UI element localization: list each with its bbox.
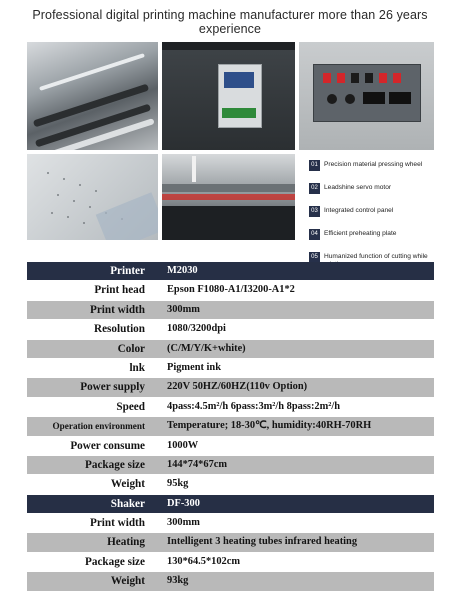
- spec-label: Shaker: [110, 497, 145, 510]
- spec-label: Print head: [94, 284, 145, 297]
- spec-row: [27, 262, 434, 281]
- spec-value: 220V 50HZ/60HZ(110v Option): [167, 381, 308, 393]
- spec-row: [27, 553, 434, 572]
- spec-value: 300mm: [167, 517, 200, 529]
- feature-item: [309, 158, 449, 178]
- spec-row: [27, 533, 434, 552]
- spec-value: 93kg: [167, 575, 189, 587]
- spec-value: 130*64.5*102cm: [167, 555, 241, 567]
- spec-value: (C/M/Y/K+white): [167, 342, 246, 354]
- spec-row: [27, 456, 434, 475]
- spec-label: Print width: [89, 517, 145, 530]
- spec-value: Epson F1080-A1/I3200-A1*2: [167, 284, 295, 296]
- spec-value: 4pass:4.5m²/h 6pass:3m²/h 8pass:2m²/h: [167, 400, 341, 412]
- feature-item: [309, 204, 449, 224]
- spec-label: Package size: [85, 458, 145, 471]
- spec-value: Pigment ink: [167, 361, 221, 373]
- feature-text: Leadshine servo motor: [324, 184, 392, 191]
- spec-table: [27, 262, 434, 592]
- photo-preheating-plate: [27, 154, 158, 240]
- spec-value: M2030: [167, 265, 198, 276]
- feature-text: Efficient preheating plate: [324, 230, 397, 237]
- feature-number: 01: [309, 160, 320, 171]
- spec-row: [27, 281, 434, 300]
- spec-row: [27, 437, 434, 456]
- spec-row: [27, 320, 434, 339]
- spec-label: Operation environment: [52, 421, 145, 432]
- spec-value: 1080/3200dpi: [167, 323, 226, 335]
- spec-label: Weight: [110, 478, 145, 491]
- spec-row: [27, 301, 434, 320]
- spec-label: Package size: [85, 555, 145, 568]
- spec-label: Speed: [116, 400, 145, 413]
- spec-value: 300mm: [167, 303, 200, 315]
- feature-item: [309, 227, 449, 247]
- spec-label: Color: [117, 342, 145, 355]
- spec-row: [27, 340, 434, 359]
- feature-text: Integrated control panel: [324, 207, 394, 214]
- spec-value: 144*74*67cm: [167, 458, 228, 470]
- spec-row: [27, 572, 434, 591]
- photo-control-panel: [299, 42, 434, 150]
- spec-value: 1000W: [167, 439, 199, 451]
- feature-text: Precision material pressing wheel: [324, 161, 423, 168]
- spec-value: DF-300: [167, 497, 200, 509]
- spec-label: Heating: [107, 536, 145, 549]
- spec-label: Resolution: [94, 323, 145, 336]
- spec-row: [27, 359, 434, 378]
- spec-label: lnk: [129, 361, 145, 374]
- photo-pressing-wheel: [27, 42, 158, 150]
- spec-label: Printer: [110, 265, 145, 277]
- feature-number: 02: [309, 183, 320, 194]
- photo-servo-motor: [162, 42, 295, 150]
- spec-value: 95kg: [167, 478, 189, 490]
- spec-row: [27, 398, 434, 417]
- feature-number: 05: [309, 252, 320, 263]
- page-headline: Professional digital printing machine manufacturer more than 26 years experience: [32, 8, 428, 36]
- feature-number: 04: [309, 229, 320, 240]
- spec-row: [27, 495, 434, 514]
- spec-row: [27, 475, 434, 494]
- spec-value: Intelligent 3 heating tubes infrared heating: [167, 536, 358, 548]
- feature-number: 03: [309, 206, 320, 217]
- photo-cutting-unit: [162, 154, 295, 240]
- spec-label: Print width: [89, 303, 145, 316]
- spec-label: Weight: [110, 575, 145, 588]
- spec-label: Power supply: [80, 381, 145, 394]
- spec-row: [27, 514, 434, 533]
- spec-row: [27, 417, 434, 436]
- spec-value: Temperature; 18-30℃, humidity:40RH-70RH: [167, 420, 372, 432]
- feature-text: Humanized function of cutting while: [324, 253, 428, 260]
- spec-row: [27, 378, 434, 397]
- feature-item: [309, 181, 449, 201]
- spec-label: Power consume: [70, 439, 145, 452]
